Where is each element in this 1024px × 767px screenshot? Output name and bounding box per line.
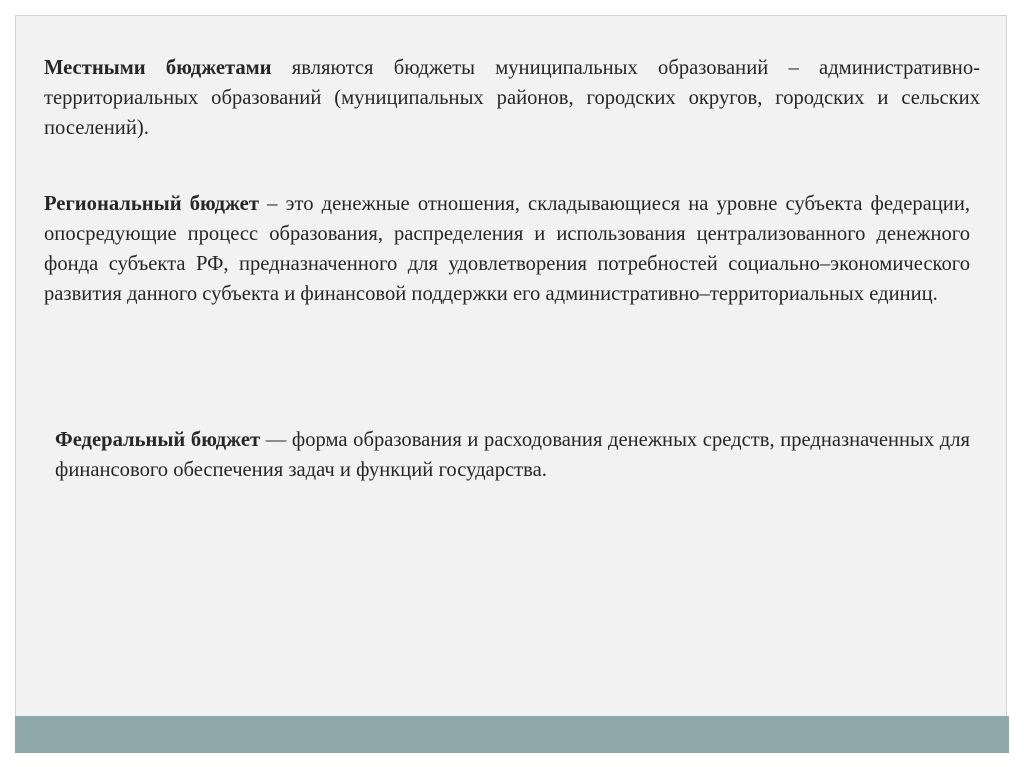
regional-budget-term: Региональный бюджет [44, 193, 259, 215]
regional-budget-definition: – это денежные отношения, складывающиеся на уровне субъекта федерации, опосредующие процесс образования, распределения и использования централизованного денежного фонда субъекта РФ, предназначенного для удовлетворения потребностей социально–экономического развития данного субъекта и финансовой поддержки его административно–территориальных единиц. [44, 193, 971, 305]
local-budget-paragraph [44, 53, 980, 143]
federal-budget-paragraph [55, 425, 970, 485]
local-budget-term: Местными бюджетами [44, 57, 272, 79]
federal-budget-term: Федеральный бюджет [55, 429, 261, 451]
footer-bar [15, 716, 1009, 753]
local-budget-definition: являются бюджеты муниципальных образований – административно-территориальных образований (муниципальных районов, городских округов, городских и сельских поселений). [44, 57, 980, 139]
federal-budget-definition: — форма образования и расходования денежных средств, предназначенных для финансового обеспечения задач и функций государства. [55, 429, 970, 481]
regional-budget-paragraph [44, 189, 970, 309]
